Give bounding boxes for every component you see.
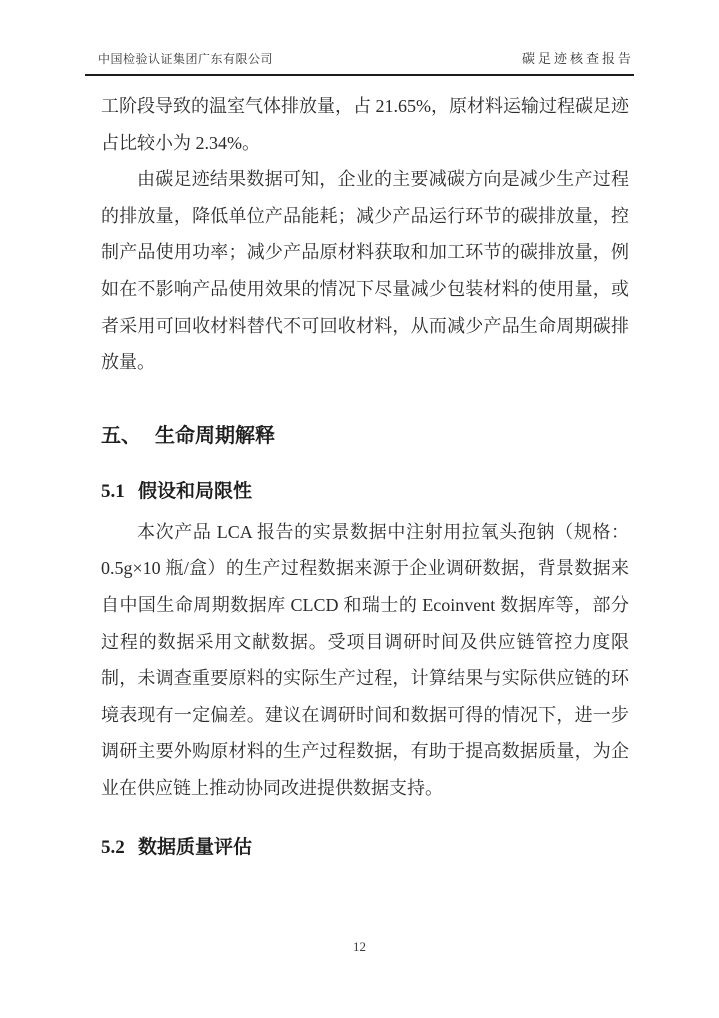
section-5-number: 五、 [101,424,141,447]
section-5-title: 生命周期解释 [155,424,275,447]
section-5-2-number: 5.2 [101,836,125,858]
section-5-2-title: 数据质量评估 [138,836,253,858]
document-body [101,88,629,870]
page-footer [0,938,719,956]
section-5-1-number: 5.1 [101,480,125,502]
section-5-1-heading [101,478,629,506]
section-5-2-heading [101,834,629,862]
section-5-1-title: 假设和局限性 [138,480,253,502]
paragraph-assumptions-limitations: 本次产品 LCA 报告的实景数据中注射用拉氧头孢钠（规格：0.5g×10 瓶/盒）的生产过程数据来源于企业调研数据，背景数据来自中国生命周期数据库 CLCD 和瑞士的 Ecoinvent 数据库等，部分过程的数据采用文献数据。受项目调研时间及供应链管控力度限制，未调查重要原料的实际生产过程，计算结果与实际供应链的环境表现有一定偏差。建议在调研时间和数据可得的情况下，进一步调研主要外购原材料的生产过程数据，有助于提高数据质量，为企业在供应链上推动协同改进提供数据支持。 [101,521,629,798]
header-report-title: 碳足迹核查报告 [521,51,634,66]
page-header [85,48,634,76]
page-number: 12 [353,939,366,954]
header-company-name: 中国检验认证集团广东有限公司 [98,52,274,66]
paragraph-carbon-reduction-directions: 由碳足迹结果数据可知，企业的主要减碳方向是减少生产过程的排放量，降低单位产品能耗；减少产品运行环节的碳排放量，控制产品使用功率；减少产品原材料获取和加工环节的碳排放量，例如在不影响产品使用效果的情况下尽量减少包装材料的使用量，或者采用可回收材料替代不可回收材料，从而减少产品生命周期碳排放量。 [101,169,629,373]
paragraph-emission-share: 工阶段导致的温室气体排放量，占 21.65%，原材料运输过程碳足迹占比较小为 2.34%。 [101,96,629,153]
section-5-heading [101,421,629,451]
